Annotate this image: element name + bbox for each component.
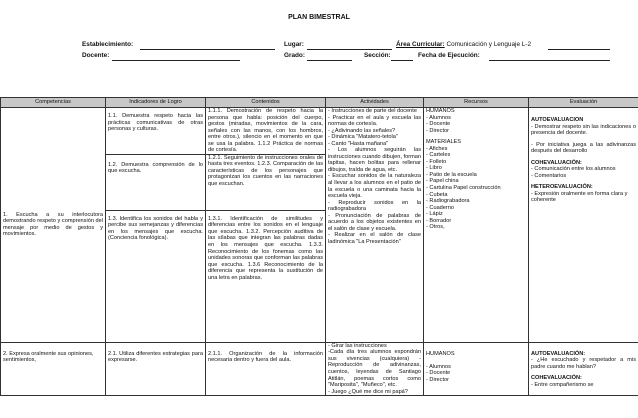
coevaluacion-text-row2: - Entre compañerismo se: [531, 382, 594, 389]
indicador-1-2: 1.2. Demuestra comprensión de lo que escucha.: [106, 154, 206, 210]
contenido-2-1: 2.1.1. Organización de la información necesaria dentro y fuera del aula.: [206, 342, 326, 395]
autoevaluacion-text: - Demostrar respeto sin las indicaciones o presencia del docente.: [531, 123, 636, 137]
area-curricular-value: Comunicación y Lenguaje L-2: [446, 41, 532, 48]
actividades-1: - Instrucciones de parte del docente - Practicar en el aula y escuela las normas de cortesía. - ¿Adivinando las señales? - Dinámica "Matatero-tetola" - Canto "Hasta mañana" - Los alumnos seguirán las instrucciones cuando dibujen, forman tapitas, hacen bolitas para rellenar dibujos, traída de agua, etc. - Escuchar sonidos de la naturaleza al llevar a los alumnos en el patio de la escuela o una caminata hacia la escuela vieja. - Reproducir sonidos en la radiograbadora - Pronunciación de palabras de acuerdo a los objetos existentes en el salón de clase y escuela. - Realizar en el salón de clase ladinómica "La Presentación": [326, 108, 424, 343]
heteroevaluacion-title: HETEROEVALUACIÓN:: [531, 184, 593, 191]
col-header-evaluacion: Evaluación: [529, 98, 638, 108]
area-curricular-field[interactable]: [548, 49, 610, 50]
contenido-1-1: 1.1.1. Demostración de respeto hacia la persona que habla: posición del cuerpo, gestos (miradas, movimientos de la cara, señales con las manos, con los hombros, entre otros.), silencio en el momento en que se usa la palabra. 1.1.2 Práctica de normas de cortesía.: [206, 108, 326, 155]
contenido-1-2: 1.2.1. Seguimiento de instrucciones orales de hasta tres eventos. 1.2.3. Comparación de las características de los personajes que protagonizan los cuentos en las narraciones que escuchan.: [206, 154, 326, 210]
autoevaluacion-text-2: - Por iniciativa juega a las adivinanzas después del desarrollo: [531, 141, 636, 155]
col-header-competencias: Competencias: [1, 98, 106, 108]
col-header-contenidos: Contenidos: [206, 98, 326, 108]
competencia-2: 2. Expresa oralmente sus opiniones, sentimientos,: [1, 342, 106, 395]
competencia-1: 1. Escucha a su interlocutora demostrando respeto y comprensión del mensaje por medio de gestos y movimientos.: [1, 108, 106, 343]
recursos-2: HUMANOS - Alumnos - Docente - Director: [424, 342, 529, 395]
table-row: [1, 108, 638, 155]
autoevaluacion-title: AUTOEVALUACION: [531, 117, 584, 123]
table-header-row: [1, 98, 638, 108]
plan-table: [0, 97, 638, 396]
evaluacion-2: [529, 342, 638, 395]
autoevaluacion-text-row2: - ¿He escuchado y respetador a mis padre cuando me hablan?: [531, 357, 636, 370]
col-header-actividades: Actividades: [326, 98, 424, 108]
autoevaluacion-title-2: AUTOEVALUACIÓN:: [531, 350, 586, 357]
col-header-recursos: Recursos: [424, 98, 529, 108]
heteroevaluacion-text: - Expresión oralmente en forma clara y coherente: [531, 190, 628, 204]
area-curricular-label: Área Curricular: Comunicación y Lenguaje L-2: [396, 41, 532, 48]
fecha-ejecucion-field[interactable]: [489, 60, 610, 61]
recursos-humanos-list: HUMANOS - Alumnos - Docente - Director: [426, 108, 455, 134]
actividades-2: - Girar las instrucciones -Cada día tres alumnos expondrán sus vivencias (cualquiera) - Reproducción de adivinanzas, cuentos, leyendas de Santiago Atitlán, poemas cortos como "Mariposita", "Muñeco", etc. - Juego ¿Qué me dice mi papá?: [326, 342, 424, 395]
grado-label: Grado:: [284, 52, 305, 59]
establecimiento-label: Establecimiento:: [82, 41, 134, 48]
indicador-2-1: 2.1. Utiliza diferentes estrategias para expresarse.: [106, 342, 206, 395]
lugar-label: Lugar:: [284, 41, 304, 48]
seccion-label: Sección:: [364, 52, 391, 59]
docente-label: Docente:: [82, 52, 110, 59]
page-title: PLAN BIMESTRAL: [288, 14, 350, 21]
col-header-indicadores: Indicadores de Logro: [106, 98, 206, 108]
establecimiento-field[interactable]: [140, 49, 275, 50]
coevaluacion-text: - Comunicación entre los alumnos - Comentarios: [531, 166, 616, 179]
grado-field[interactable]: [307, 60, 352, 61]
indicador-1-1: 1.1. Demuestra respeto hacia las prácticas comunicativas de otras personas y culturas.: [106, 108, 206, 155]
table-row: [1, 342, 638, 395]
docente-field[interactable]: [112, 60, 240, 61]
indicador-1-3: 1.3. Identifica los sonidos del habla y percibe sus semejanzas y diferencias en los mensajes que escucha. (Conciencia fonológica).: [106, 210, 206, 342]
contenido-1-3: 1.3.1. Identificación de similitudes y diferencias entre los sonidos en el lenguaje que escucha. 1.3.2. Percepción auditiva de las sílabas que integran las palabras dadas en los mensajes que escucha. 1.3.3. Reconocimiento de los fonemas como las unidades sonoras que conforman las palabras que escucha. 1.3.6 Reconocimiento de la diferencia que representa la sustitución de una letra en palabras.: [206, 210, 326, 342]
seccion-field[interactable]: [391, 60, 413, 61]
evaluacion-1: [529, 108, 638, 343]
recursos-materiales-list: MATERIALES - Afiches - Carteles - Folleto - Libro - Patio de la escuela - Papel china - Cartulina Papel construcción - Cubeta - Radiograbadora - Cuaderno - Lápiz - Borrador - Otros,: [426, 139, 501, 231]
recursos-1: [424, 108, 529, 343]
lugar-field[interactable]: [307, 49, 392, 50]
fecha-ejecucion-label: Fecha de Ejecución:: [418, 52, 480, 59]
coevaluacion-title-2: COHEVALUACIÓN:: [531, 375, 582, 382]
coevaluacion-title: COHEVALUACIÓN:: [531, 159, 582, 166]
